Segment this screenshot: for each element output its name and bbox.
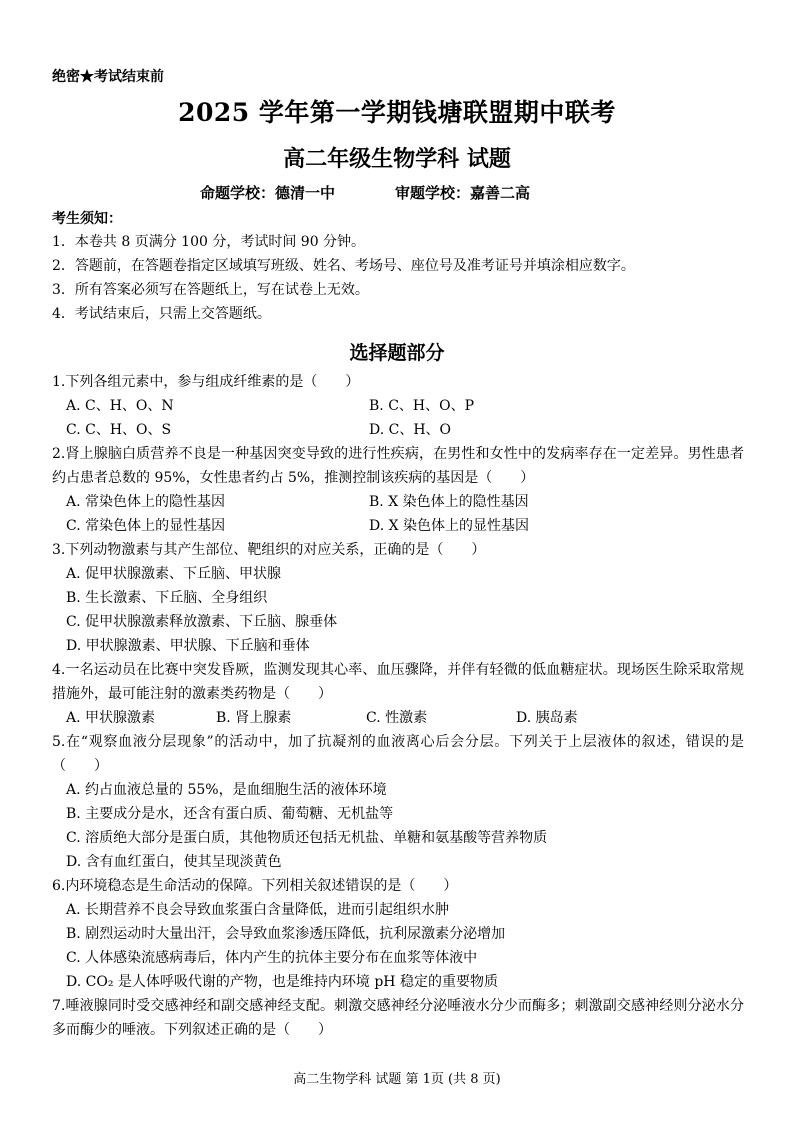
question-stem: 4.一名运动员在比赛中突发昏厥，监测发现其心率、血压骤降，并伴有轻微的低血糖症状。现场医生除采取常规措施外，最可能注射的激素类药物是（ ） xyxy=(52,662,744,702)
option-c: C. 常染色体上的显性基因 xyxy=(66,518,226,534)
notice-item: 2．答题前，在答题卷指定区域填写班级、姓名、考场号、座位号及准考证号并填涂相应数字。 xyxy=(52,258,635,274)
option-b: B. 剧烈运动时大量出汗，会导致血浆渗透压降低，抗利尿激素分泌增加 xyxy=(66,926,506,942)
option-list xyxy=(52,898,744,994)
option-c: C. 促甲状腺激素释放激素、下丘脑、腺垂体 xyxy=(66,614,338,630)
school-info xyxy=(200,182,530,203)
option-a: A. 促甲状腺激素、下丘脑、甲状腺 xyxy=(66,566,282,582)
page-footer: 高二生物学科 试题 第 1页 (共 8 页) xyxy=(293,1072,501,1087)
option-d: D. 胰岛素 xyxy=(516,710,578,726)
exam-subtitle: 高二年级生物学科 试题 xyxy=(283,146,511,172)
question-stem: 6.内环境稳态是生命活动的保障。下列相关叙述错误的是（ ） xyxy=(52,878,458,894)
question-list xyxy=(52,370,744,1042)
notice-list xyxy=(52,230,635,326)
section-title: 选择题部分 xyxy=(349,342,445,364)
option-d: D. CO₂ 是人体呼吸代谢的产物，也是维持内环境 pH 稳定的重要物质 xyxy=(66,974,498,990)
option-b: B. X 染色体上的隐性基因 xyxy=(369,494,529,510)
option-a: A. 甲状腺激素 xyxy=(66,710,156,726)
option-a: A. 约占血液总量的 55%，是血细胞生活的液体环境 xyxy=(66,782,387,798)
option-d: D. X 染色体上的显性基因 xyxy=(369,518,530,534)
confidential-label: 绝密★考试结束前 xyxy=(52,69,164,85)
option-c: C. 人体感染流感病毒后，体内产生的抗体主要分布在血浆等体液中 xyxy=(66,950,478,966)
option-grid xyxy=(52,394,744,442)
option-b: B. 主要成分是水，还含有蛋白质、葡萄糖、无机盐等 xyxy=(66,806,394,822)
option-c: C. 溶质绝大部分是蛋白质，其他物质还包括无机盐、单糖和氨基酸等营养物质 xyxy=(66,830,548,846)
option-list xyxy=(52,562,744,658)
exam-title: 2025 学年第一学期钱塘联盟期中联考 xyxy=(178,98,616,127)
option-row xyxy=(52,706,744,730)
option-d: D. 甲状腺激素、甲状腺、下丘脑和垂体 xyxy=(66,638,310,654)
setter-school: 命题学校：德清一中 xyxy=(200,184,336,202)
notice-item: 1．本卷共 8 页满分 100 分，考试时间 90 分钟。 xyxy=(52,234,366,250)
notice-item: 4．考试结束后，只需上交答题纸。 xyxy=(52,306,271,322)
option-list xyxy=(52,778,744,874)
option-b: B. C、H、O、P xyxy=(369,398,475,414)
option-d: D. 含有血红蛋白，使其呈现淡黄色 xyxy=(66,854,282,870)
option-c: C. C、H、O、S xyxy=(66,422,172,438)
notice-heading: 考生须知： xyxy=(52,211,122,227)
option-c: C. 性激素 xyxy=(366,710,428,726)
question-stem: 7.唾液腺同时受交感神经和副交感神经支配。刺激交感神经分泌唾液水分少而酶多；刺激副交感神经则分泌水分多而酶少的唾液。下列叙述正确的是（ ） xyxy=(52,998,744,1038)
reviewer-school: 审题学校：嘉善二高 xyxy=(395,184,531,202)
option-b: B. 肾上腺素 xyxy=(216,710,292,726)
question-stem: 1.下列各组元素中，参与组成纤维素的是（ ） xyxy=(52,374,360,390)
question-stem: 5.在“观察血液分层现象”的活动中，加了抗凝剂的血液离心后会分层。下列关于上层液体的叙述，错误的是（ ） xyxy=(52,734,744,774)
question-stem: 3.下列动物激素与其产生部位、靶组织的对应关系，正确的是（ ） xyxy=(52,542,486,558)
option-a: A. 长期营养不良会导致血浆蛋白含量降低，进而引起组织水肿 xyxy=(66,902,450,918)
option-grid xyxy=(52,490,744,538)
option-a: A. C、H、O、N xyxy=(66,398,174,414)
notice-item: 3．所有答案必须写在答题纸上，写在试卷上无效。 xyxy=(52,282,369,298)
option-d: D. C、H、O xyxy=(369,422,452,438)
question-stem: 2.肾上腺脑白质营养不良是一种基因突变导致的进行性疾病，在男性和女性中的发病率存在一定差异。男性患者约占患者总数的 95%，女性患者约占 5%，推测控制该疾病的基因是（ ） xyxy=(52,446,744,486)
option-a: A. 常染色体上的隐性基因 xyxy=(66,494,226,510)
option-b: B. 生长激素、下丘脑、全身组织 xyxy=(66,590,268,606)
